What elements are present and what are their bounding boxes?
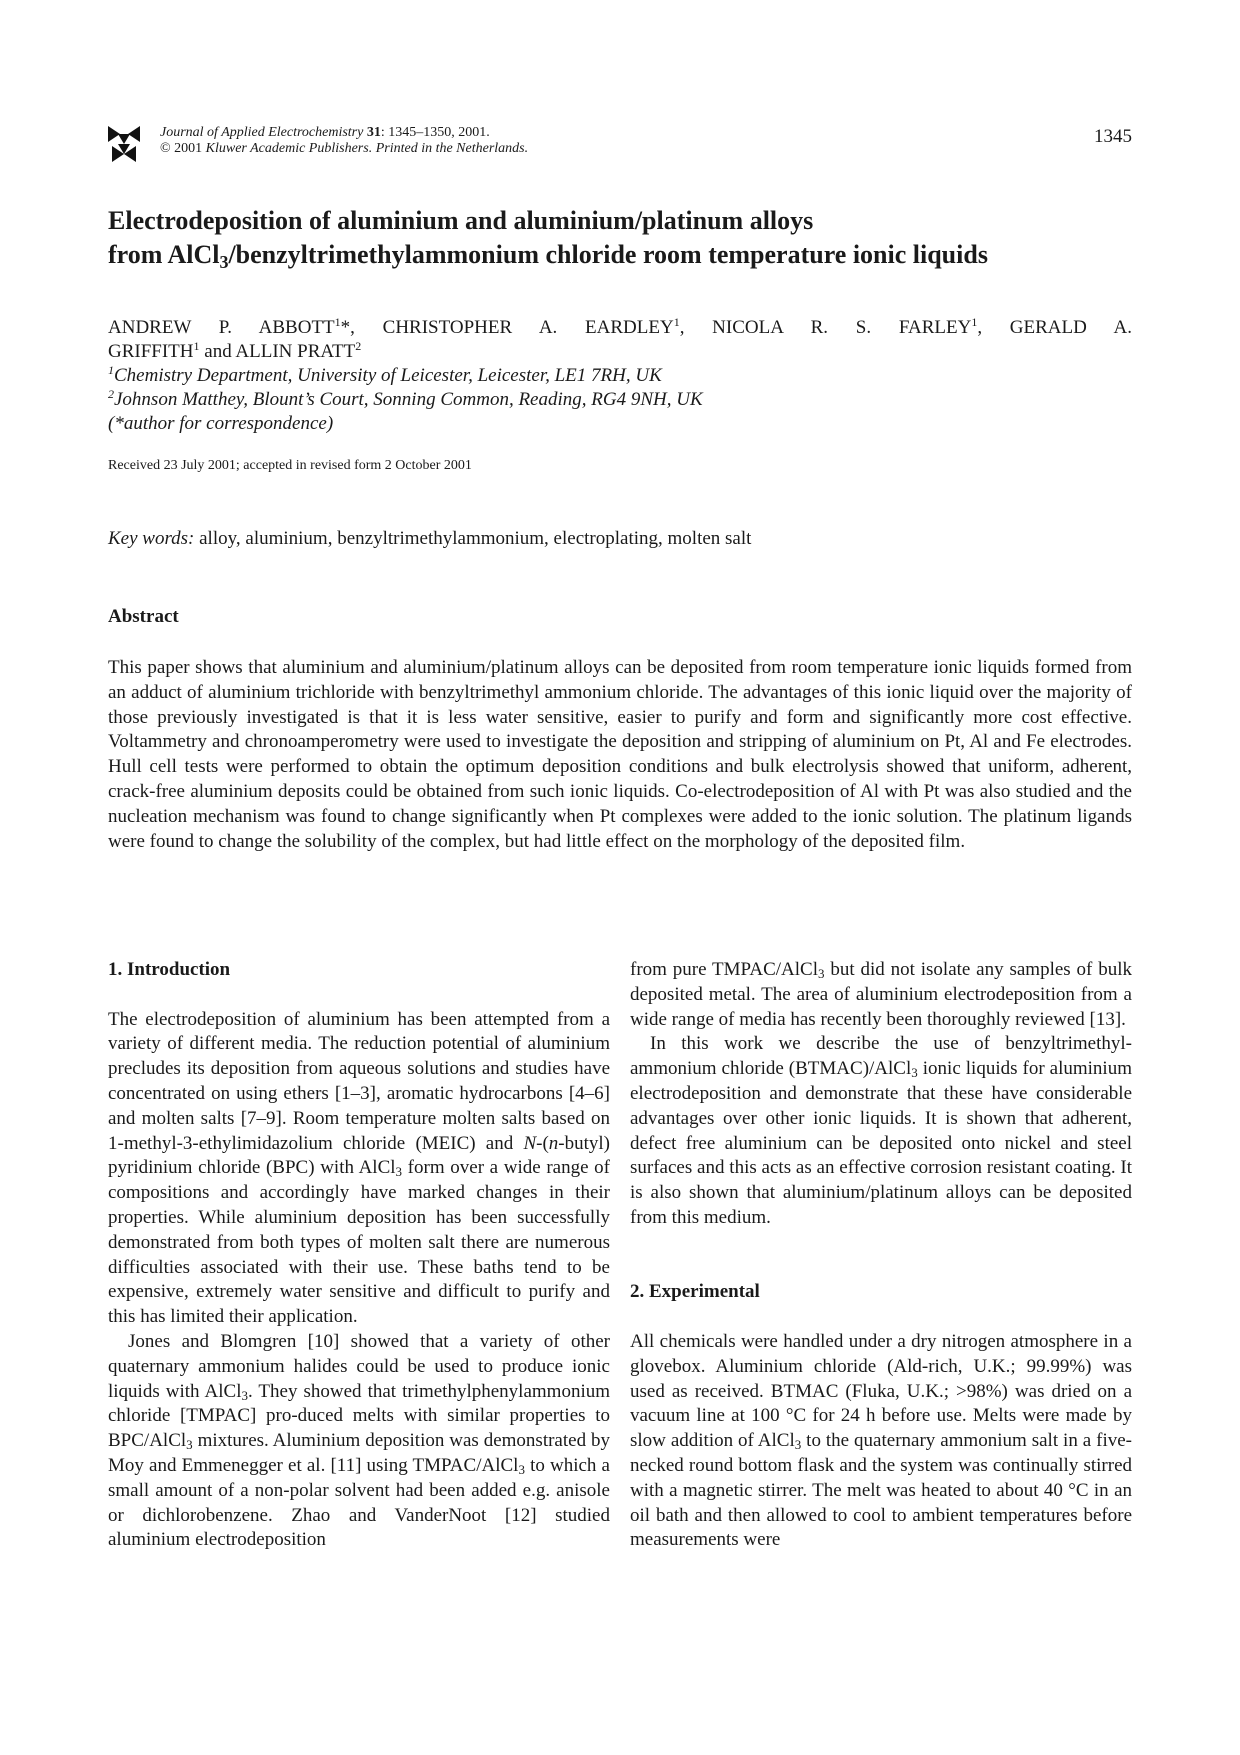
subscript: 3 <box>818 966 825 981</box>
title-subscript: 3 <box>219 252 229 272</box>
copyright-year: 2001 <box>174 141 203 156</box>
text-run: from pure TMPAC/AlCl <box>630 959 818 980</box>
text-run: Jones and Blomgren [10] showed that a variety of other quaternary ammonium halides could be used to produce ionic liquids with AlCl <box>108 1330 610 1402</box>
intro-paragraph-1 <box>108 1008 610 1330</box>
subscript: 3 <box>794 1437 802 1453</box>
affiliation-text: Johnson Matthey, Blount’s Court, Sonning Common, Reading, RG4 9NH, UK <box>114 389 703 410</box>
publisher-name: Kluwer Academic Publishers. Printed in the Netherlands. <box>205 141 529 156</box>
title-line-2-part-b: /benzyltrimethylammonium chloride room temperature ionic liquids <box>228 240 988 269</box>
author-affil-mark: 1 <box>193 339 200 353</box>
text-run: -( <box>536 1132 549 1154</box>
intro-paragraph-2 <box>108 1330 610 1553</box>
right-column <box>630 958 1132 1553</box>
correspondence-note <box>108 412 333 436</box>
affiliation-2 <box>108 388 703 412</box>
copyright-symbol: © <box>160 141 171 156</box>
author-separator: , <box>977 317 983 338</box>
subscript: 3 <box>395 1164 403 1180</box>
author-name: GERALD A. <box>1009 317 1132 338</box>
journal-citation <box>160 124 490 141</box>
author-line-1 <box>108 316 1132 340</box>
author-separator: *, <box>340 317 355 338</box>
author-name: ANDREW P. ABBOTT <box>108 317 335 338</box>
section-heading-experimental: 2. Experimental <box>630 1281 760 1303</box>
subscript: 3 <box>186 1437 193 1453</box>
journal-pages: : 1345–1350, 2001. <box>380 125 490 140</box>
abstract-heading: Abstract <box>108 606 179 627</box>
text-run: mixtures. Aluminium deposition was demonstrated by Moy and Emmenegger et al. [11] using TMPAC/AlCl <box>108 1430 610 1476</box>
keywords <box>108 528 751 550</box>
text-run: ionic liquids for aluminium electrodeposition and demonstrate that these have considerable advantages over other ionic liquids. It is shown that adherent, defect free aluminium can be deposited onto nickel and steel surfaces and this acts as an effective corrosion resistant coating. It is also shown that aluminium/platinum alloys can be deposited from this medium. <box>630 1058 1132 1228</box>
text-run: In this work we describe the use of benzyltrimethyl-ammonium chloride (BTMAC)/AlCl <box>630 1033 1132 1080</box>
text-run: -butyl) pyridinium chloride (BPC) with AlCl <box>108 1132 610 1179</box>
affiliation-1 <box>108 364 662 388</box>
author-line-2 <box>108 340 1132 364</box>
author-affil-mark: 1 <box>673 315 680 329</box>
author-name: CHRISTOPHER A. EARDLEY <box>382 317 674 338</box>
section-heading-introduction: 1. Introduction <box>108 959 231 980</box>
copyright-line <box>160 140 528 157</box>
italic-run: N <box>523 1132 537 1154</box>
abstract-text: This paper shows that aluminium and aluminium/platinum alloys can be deposited from room temperature ionic liquids formed from an adduct of aluminium trichloride with benzyltrimethyl ammonium chloride. The advantages of this ionic liquid over the majority of those previously investigated is that it is less water sensitive, easier to purify and form and significantly more cost effective. Voltammetry and chronoamperometry were used to investigate the deposition and stripping of aluminium on Pt, Al and Fe electrodes. Hull cell tests were performed to obtain the optimum deposition conditions and bulk electrolysis showed that uniform, adherent, crack-free aluminium deposits could be obtained from such ionic liquids. Co-electrodeposition of Al with Pt was also studied and the nucleation mechanism was found to change significantly when Pt complexes were added to the ionic solution. The platinum ligands were found to change the solubility of the complex, but had little effect on the morphology of the deposited film. <box>108 657 1132 852</box>
journal-name: Journal of Applied Electrochemistry <box>160 125 364 140</box>
author-list <box>108 316 1132 364</box>
text-run: to the quaternary ammonium salt in a five-necked round bottom flask and the system was continually stirred with a magnetic stirrer. The melt was heated to about 40 °C in an oil bath and then allowed to cool to ambient temperatures before measurements were <box>630 1430 1133 1551</box>
paper-title <box>108 204 1148 272</box>
left-column <box>108 958 610 1553</box>
affiliation-mark: 2 <box>108 387 114 401</box>
subscript: 3 <box>241 1387 248 1403</box>
author-affil-mark: 1 <box>971 315 978 329</box>
author-name: NICOLA R. S. FARLEY <box>712 317 972 338</box>
author-name: ALLIN PRATT <box>235 341 356 362</box>
text-run: form over a wide range of compositions and accordingly have marked changes in their properties. While aluminium deposition has been successfully demonstrated from both types of molten salt there are numerous difficulties associated with their use. These baths tend to be expensive, extremely water sensitive and difficult to purify and this has limited their application. <box>108 1157 610 1328</box>
keywords-text: alloy, aluminium, benzyltrimethylammonium, electroplating, molten salt <box>199 528 752 549</box>
subscript: 3 <box>518 1461 525 1477</box>
received-dates: Received 23 July 2001; accepted in revised form 2 October 2001 <box>108 458 472 473</box>
italic-run: n <box>548 1132 559 1154</box>
intro-paragraph-3 <box>630 958 1132 1032</box>
publisher-logo-icon <box>108 124 140 164</box>
title-line-1: Electrodeposition of aluminium and aluminium/platinum alloys <box>108 206 814 235</box>
text-run: . They showed that trimethylphenylammonium chloride [TMPAC] pro-duced melts with similar properties to BPC/AlCl <box>108 1380 610 1452</box>
correspondence-text: (*author for correspondence) <box>108 413 334 434</box>
author-affil-mark: 2 <box>355 339 362 353</box>
text-run: but did not isolate any samples of bulk deposited metal. The area of aluminium electrodeposition from a wide range of media has recently been thoroughly reviewed [13]. <box>630 959 1132 1030</box>
author-separator: , <box>679 317 685 338</box>
experimental-paragraph-1 <box>630 1330 1132 1553</box>
section-gap <box>630 1231 1132 1281</box>
journal-volume: 31 <box>366 125 381 140</box>
author-affil-mark: 1 <box>334 315 341 329</box>
title-line-2 <box>108 238 1148 272</box>
title-line-2-part-a: from AlCl <box>108 240 220 269</box>
text-run: to which a small amount of a non-polar solvent had been added e.g. anisole or dichlorobenzene. Zhao and VanderNoot [12] studied aluminium electrodeposition <box>108 1454 610 1551</box>
keywords-label: Key words: <box>108 528 195 549</box>
text-run: The electrodeposition of aluminium has been attempted from a variety of different media. The reduction potential of aluminium precludes its deposition from aqueous solutions and studies have concentrated on using ethers [1–3], aromatic hydrocarbons [4–6] and molten salts [7–9]. Room temperature molten salts based on 1-methyl-3-ethylimidazolium chloride (MEIC) and <box>108 1008 610 1154</box>
author-separator: and <box>199 341 236 362</box>
text-run: All chemicals were handled under a dry nitrogen atmosphere in a glovebox. Aluminium chloride (Ald-rich, U.K.; 99.99%) was used as received. BTMAC (Fluka, U.K.; >98%) was dried on a vacuum line at 100 °C for 24 h before use. Melts were made by slow addition of AlCl <box>630 1330 1132 1452</box>
page-number: 1345 <box>1094 126 1132 147</box>
intro-paragraph-4 <box>630 1032 1132 1230</box>
affiliation-mark: 1 <box>108 363 114 377</box>
subscript: 3 <box>911 1065 918 1081</box>
affiliation-text: Chemistry Department, University of Leicester, Leicester, LE1 7RH, UK <box>114 365 662 386</box>
author-name: GRIFFITH <box>108 341 194 362</box>
